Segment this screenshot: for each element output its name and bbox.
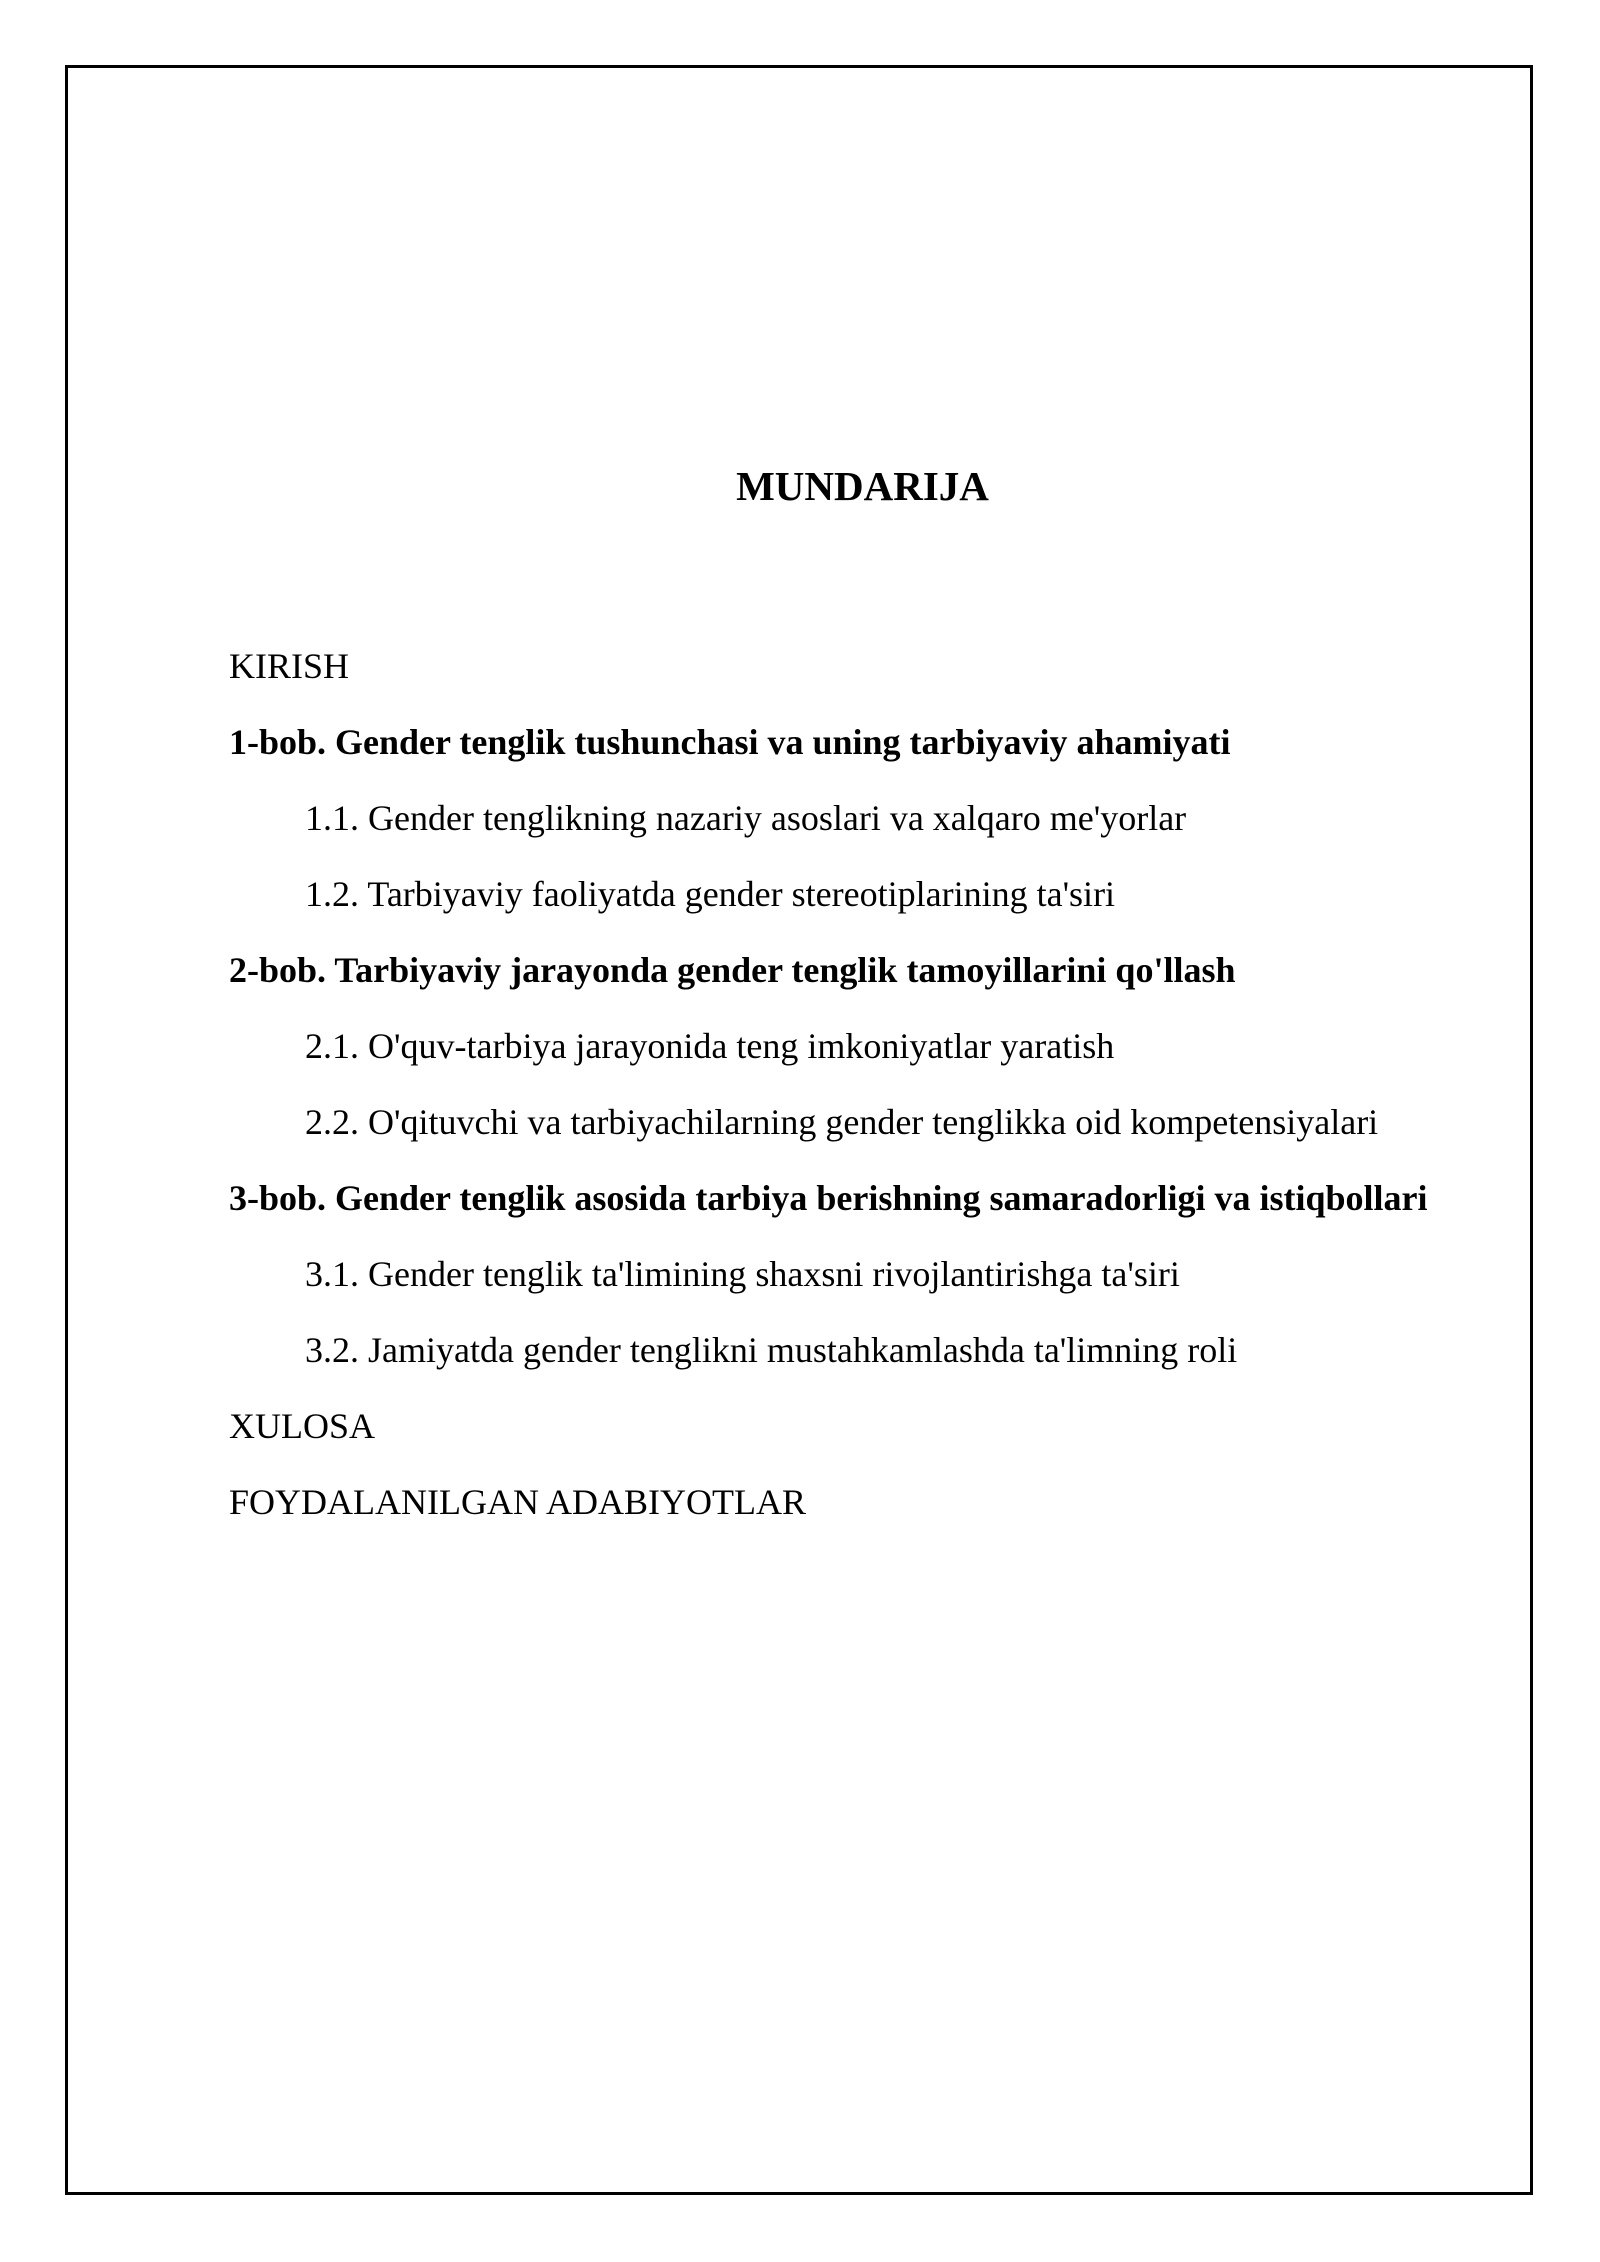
toc-entry-introduction: KIRISH (229, 646, 350, 686)
toc-entry-conclusion: XULOSA (229, 1406, 376, 1446)
page-title: MUNDARIJA (736, 463, 989, 509)
toc-section-2-1: 2.1. O'quv-tarbiya jarayonida teng imkoniyatlar yaratish (305, 1026, 1115, 1066)
toc-section-1-2: 1.2. Tarbiyaviy faoliyatda gender stereotiplarining ta'siri (305, 874, 1116, 914)
toc-section-3-2: 3.2. Jamiyatda gender tenglikni mustahkamlashda ta'limning roli (305, 1330, 1238, 1370)
toc-section-1-1: 1.1. Gender tenglikning nazariy asoslari va xalqaro me'yorlar (305, 798, 1187, 838)
toc-chapter-1: 1-bob. Gender tenglik tushunchasi va uning tarbiyaviy ahamiyati (229, 722, 1231, 762)
toc-entry-references: FOYDALANILGAN ADABIYOTLAR (229, 1482, 806, 1522)
table-of-contents (229, 640, 1549, 1552)
toc-chapter-3: 3-bob. Gender tenglik asosida tarbiya berishning samaradorligi va istiqbollari (229, 1178, 1428, 1218)
toc-section-2-2: 2.2. O'qituvchi va tarbiyachilarning gender tenglikka oid kompetensiyalari (305, 1102, 1379, 1142)
toc-section-3-1: 3.1. Gender tenglik ta'limining shaxsni rivojlantirishga ta'siri (305, 1254, 1180, 1294)
toc-chapter-2: 2-bob. Tarbiyaviy jarayonda gender tenglik tamoyillarini qo'llash (229, 950, 1236, 990)
